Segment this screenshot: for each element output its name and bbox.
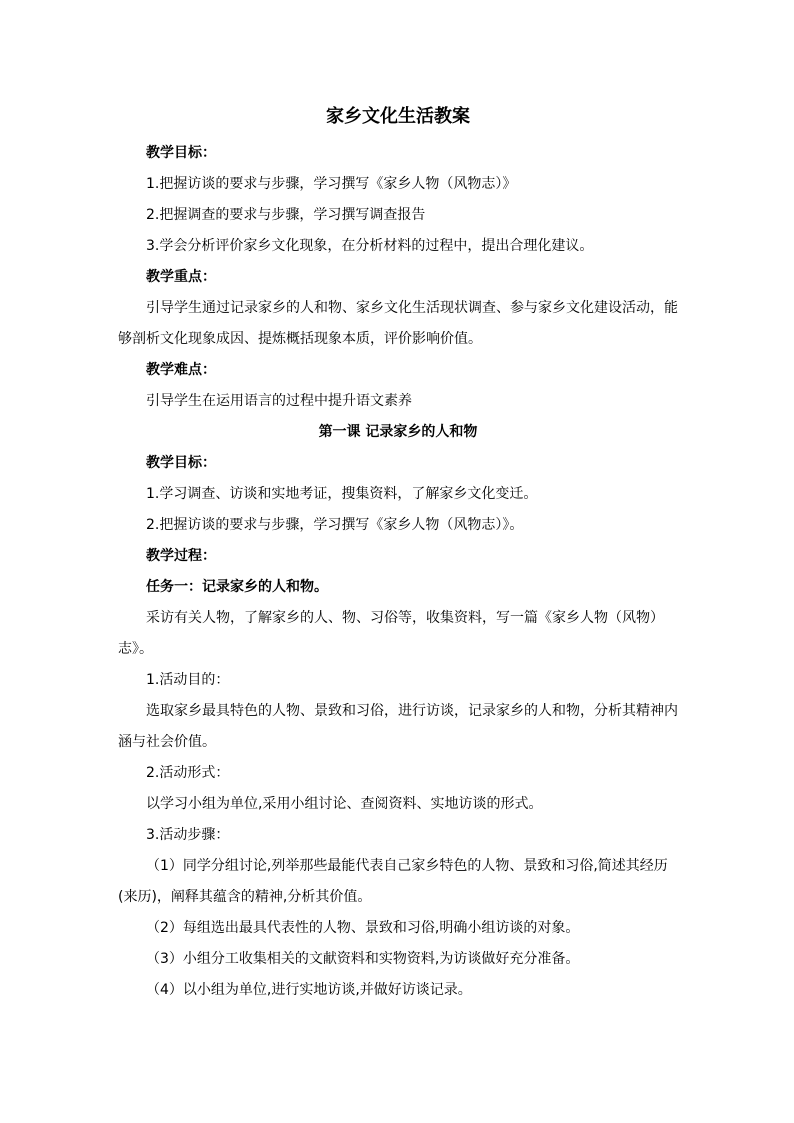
- activity-step-2: （2）每组选出最具代表性的人物、景致和习俗,明确小组访谈的对象。: [146, 920, 580, 936]
- activity-purpose-text: 选取家乡最具特色的人物、景致和习俗，进行访谈，记录家乡的人和物，分析其精神内涵与社会价值。: [118, 703, 678, 750]
- paragraph-goal-3: 3.学会分析评价家乡文化现象，在分析材料的过程中，提出合理化建议。: [146, 238, 594, 254]
- activity-form-label: 2.活动形式：: [146, 765, 230, 781]
- activity-purpose-label: 1.活动目的：: [146, 672, 230, 688]
- activity-steps-label: 3.活动步骤：: [146, 827, 230, 843]
- activity-form-text: 以学习小组为单位,采用小组讨论、查阅资料、实地访谈的形式。: [146, 796, 543, 812]
- task-one-heading: 任务一：记录家乡的人和物。: [146, 579, 328, 595]
- task-one-description: 采访有关人物，了解家乡的人、物、习俗等，收集资料，写一篇《家乡人物（风物）志》。: [118, 610, 664, 657]
- document-content: [118, 104, 678, 1006]
- activity-step-3: （3）小组分工收集相关的文献资料和实物资料,为访谈做好充分准备。: [146, 951, 580, 967]
- activity-step-4: （4）以小组为单位,进行实地访谈,并做好访谈记录。: [146, 982, 472, 998]
- paragraph-key-points: 引导学生通过记录家乡的人和物、家乡文化生活现状调查、参与家乡文化建设活动，能够剖析文化现象成因、提炼概括现象本质，评价影响价值。: [118, 300, 678, 347]
- paragraph-goal-2: 2.把握调查的要求与步骤，学习撰写调查报告: [146, 207, 426, 223]
- document-title: 家乡文化生活教案: [326, 106, 470, 127]
- lesson-subtitle: 第一课 记录家乡的人和物: [318, 424, 478, 440]
- section-heading-teaching-goals: 教学目标：: [146, 145, 216, 161]
- section-heading-key-points: 教学重点：: [146, 269, 216, 285]
- section-heading-difficulties: 教学难点：: [146, 362, 216, 378]
- activity-step-1: （1）同学分组讨论,列举那些最能代表自己家乡特色的人物、景致和习俗,简述其经历(来历)，阐释其蕴含的精神,分析其价值。: [118, 858, 668, 905]
- lesson-heading-teaching-goals: 教学目标：: [146, 455, 216, 471]
- lesson-goal-2: 2.把握访谈的要求与步骤，学习撰写《家乡人物（风物志）》。: [146, 517, 524, 533]
- lesson-goal-1: 1.学习调查、访谈和实地考证，搜集资料，了解家乡文化变迁。: [146, 486, 538, 502]
- paragraph-goal-1: 1.把握访谈的要求与步骤，学习撰写《家乡人物（风物志）》: [146, 176, 517, 192]
- paragraph-difficulties: 引导学生在运用语言的过程中提升语文素养: [146, 393, 412, 409]
- lesson-heading-process: 教学过程：: [146, 548, 216, 564]
